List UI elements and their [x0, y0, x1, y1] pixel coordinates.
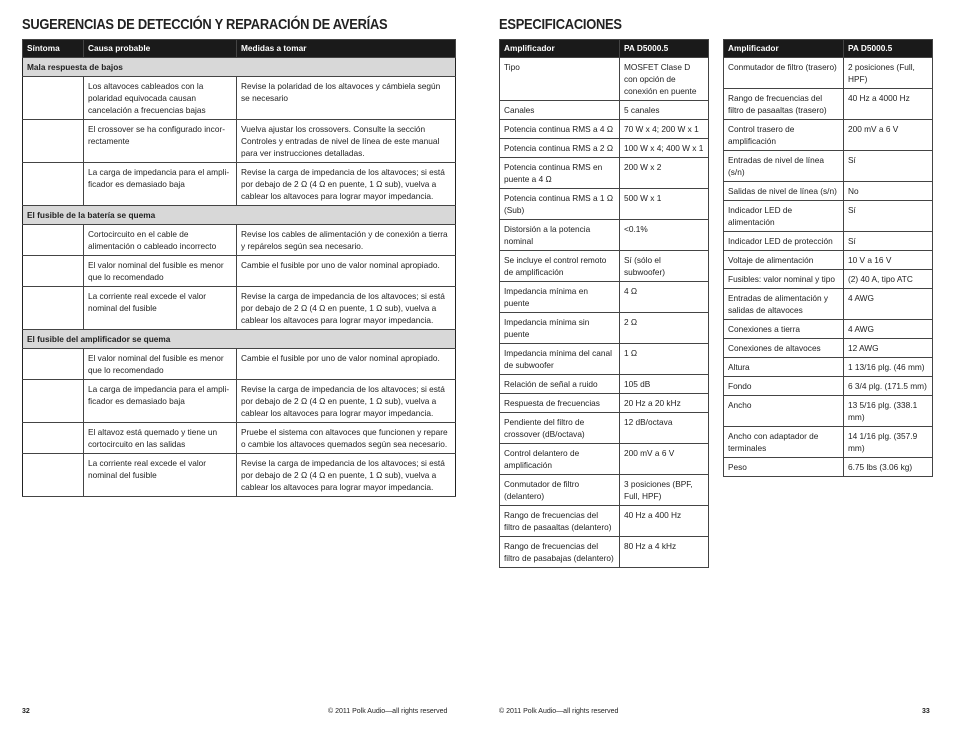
table-row	[500, 282, 709, 313]
section-row	[23, 330, 456, 349]
table-row	[23, 120, 456, 163]
table-row	[724, 427, 933, 458]
table-row	[724, 289, 933, 320]
spec-label: Conmutador de filtro (delantero)	[500, 475, 620, 506]
troubleshooting-title: SUGERENCIAS DE DETECCIÓN Y REPARACIÓN DE AVERÍAS	[22, 16, 388, 33]
cause-cell: La corriente real excede el valor nominal del fusible	[84, 287, 237, 330]
action-cell: Cambie el fusible por uno de valor nominal apropiado.	[237, 256, 456, 287]
table-row	[724, 151, 933, 182]
table-row	[724, 396, 933, 427]
action-cell: Vuelva ajustar los crossovers. Consulte la sección Controles y entradas de nivel de línea de este manual para ver instrucciones detalladas.	[237, 120, 456, 163]
spec-label: Rango de frecuencias del filtro de pasabajas (delantero)	[500, 537, 620, 568]
action-cell: Revise la carga de impedancia de los altavoces; si está por debajo de 2 Ω (4 Ω en puente, 1 Ω sub), vuelva a cablear los altavoces para lograr mayor impedancia.	[237, 287, 456, 330]
spec-label: Peso	[724, 458, 844, 477]
action-cell: Revise la carga de impedancia de los altavoces; si está por debajo de 2 Ω (4 Ω en puente, 1 Ω sub), vuelva a cablear los altavoces para lograr mayor impedancia.	[237, 454, 456, 497]
header-symptom: Síntoma	[23, 40, 84, 58]
spec-label: Relación de señal a ruido	[500, 375, 620, 394]
symptom-cell	[23, 287, 84, 330]
action-cell: Revise la carga de impedancia de los altavoces; si está por debajo de 2 Ω (4 Ω en puente, 1 Ω sub), vuelva a cablear los altavoces para lograr mayor impedancia.	[237, 163, 456, 206]
spec-label: Impedancia mínima en puente	[500, 282, 620, 313]
spec-label: Conmutador de filtro (trasero)	[724, 58, 844, 89]
table-row	[23, 287, 456, 330]
spec-value: 5 canales	[620, 101, 709, 120]
spec-value: 2 posiciones (Full, HPF)	[844, 58, 933, 89]
spec-value: 80 Hz a 4 kHz	[620, 537, 709, 568]
section-title: El fusible del amplificador se quema	[23, 330, 456, 349]
cause-cell: La carga de impedancia para el ampli-ficador es demasiado baja	[84, 380, 237, 423]
spec-value: (2) 40 A, tipo ATC	[844, 270, 933, 289]
table-row	[724, 458, 933, 477]
table-row	[500, 189, 709, 220]
section-title: Mala respuesta de bajos	[23, 58, 456, 77]
spec-label: Indicador LED de protección	[724, 232, 844, 251]
spec-label: Impedancia mínima sin puente	[500, 313, 620, 344]
spec-value: Sí	[844, 151, 933, 182]
table-row	[23, 77, 456, 120]
spec-label: Rango de frecuencias del filtro de pasaaltas (delantero)	[500, 506, 620, 537]
table-row	[23, 349, 456, 380]
cause-cell: Cortocircuito en el cable de alimentación o cableado incorrecto	[84, 225, 237, 256]
symptom-cell	[23, 349, 84, 380]
spec-label: Potencia continua RMS a 4 Ω	[500, 120, 620, 139]
table-row	[724, 251, 933, 270]
spec-label: Fondo	[724, 377, 844, 396]
spec-label: Pendiente del filtro de crossover (dB/octava)	[500, 413, 620, 444]
spec-value: 4 Ω	[620, 282, 709, 313]
spec-value: Sí (sólo el subwoofer)	[620, 251, 709, 282]
spec-value: Sí	[844, 201, 933, 232]
action-cell: Revise los cables de alimentación y de conexión a tierra y repárelos según sea necesario.	[237, 225, 456, 256]
spec-label: Respuesta de frecuencias	[500, 394, 620, 413]
table-row	[500, 413, 709, 444]
footer-right: © 2011 Polk Audio—all rights reserved	[499, 708, 619, 715]
spec-label: Control delantero de amplificación	[500, 444, 620, 475]
table-header-row	[23, 40, 456, 58]
spec-value: 1 13/16 plg. (46 mm)	[844, 358, 933, 377]
action-cell: Cambie el fusible por uno de valor nominal apropiado.	[237, 349, 456, 380]
spec-value: 14 1/16 plg. (357.9 mm)	[844, 427, 933, 458]
spec-label: Ancho	[724, 396, 844, 427]
spec-value: 500 W x 1	[620, 189, 709, 220]
symptom-cell	[23, 77, 84, 120]
table-row	[500, 139, 709, 158]
spec-label: Potencia continua RMS a 2 Ω	[500, 139, 620, 158]
header-action: Medidas a tomar	[237, 40, 456, 58]
table-row	[724, 232, 933, 251]
symptom-cell	[23, 454, 84, 497]
table-row	[724, 377, 933, 396]
action-cell: Pruebe el sistema con altavoces que funcionen y repare o cambie los altavoces quemados según sea necesario.	[237, 423, 456, 454]
symptom-cell	[23, 120, 84, 163]
spec-value: MOSFET Clase D con opción de conexión en puente	[620, 58, 709, 101]
specifications-title: ESPECIFICACIONES	[499, 16, 622, 33]
header-model: PA D5000.5	[620, 40, 709, 58]
spec-value: 40 Hz a 400 Hz	[620, 506, 709, 537]
spec-value: 2 Ω	[620, 313, 709, 344]
troubleshooting-table	[22, 39, 456, 497]
spec-value: 6 3/4 plg. (171.5 mm)	[844, 377, 933, 396]
spec-value: 13 5/16 plg. (338.1 mm)	[844, 396, 933, 427]
symptom-cell	[23, 256, 84, 287]
header-amplifier: Amplificador	[724, 40, 844, 58]
spec-value: No	[844, 182, 933, 201]
table-row	[23, 225, 456, 256]
cause-cell: El valor nominal del fusible es menor que lo recomendado	[84, 256, 237, 287]
table-row	[500, 58, 709, 101]
spec-value: 200 W x 2	[620, 158, 709, 189]
table-row	[724, 320, 933, 339]
table-row	[23, 163, 456, 206]
spec-label: Se incluye el control remoto de amplificación	[500, 251, 620, 282]
symptom-cell	[23, 225, 84, 256]
table-row	[500, 120, 709, 139]
page-number-left: 32	[22, 708, 30, 715]
spec-value: 1 Ω	[620, 344, 709, 375]
action-cell: Revise la polaridad de los altavoces y cámbiela según se necesario	[237, 77, 456, 120]
spec-label: Altura	[724, 358, 844, 377]
spec-value: 12 dB/octava	[620, 413, 709, 444]
table-header-row	[724, 40, 933, 58]
table-row	[500, 158, 709, 189]
spec-label: Entradas de alimentación y salidas de altavoces	[724, 289, 844, 320]
spec-label: Ancho con adaptador de terminales	[724, 427, 844, 458]
table-row	[500, 101, 709, 120]
cause-cell: La carga de impedancia para el ampli-ficador es demasiado baja	[84, 163, 237, 206]
table-row	[724, 201, 933, 232]
spec-label: Rango de frecuencias del filtro de pasaaltas (trasero)	[724, 89, 844, 120]
table-row	[500, 394, 709, 413]
table-row	[500, 444, 709, 475]
page-number-right: 33	[922, 708, 930, 715]
spec-value: 100 W x 4; 400 W x 1	[620, 139, 709, 158]
spec-value: 12 AWG	[844, 339, 933, 358]
spec-value: 70 W x 4; 200 W x 1	[620, 120, 709, 139]
spec-label: Tipo	[500, 58, 620, 101]
section-row	[23, 206, 456, 225]
table-row	[724, 120, 933, 151]
spec-label: Voltaje de alimentación	[724, 251, 844, 270]
spec-value: 20 Hz a 20 kHz	[620, 394, 709, 413]
spec-label: Impedancia mínima del canal de subwoofer	[500, 344, 620, 375]
table-row	[500, 375, 709, 394]
table-row	[500, 475, 709, 506]
table-row	[500, 313, 709, 344]
cause-cell: El crossover se ha configurado incor-rectamente	[84, 120, 237, 163]
spec-label: Control trasero de amplificación	[724, 120, 844, 151]
spec-label: Fusibles: valor nominal y tipo	[724, 270, 844, 289]
action-cell: Revise la carga de impedancia de los altavoces; si está por debajo de 2 Ω (4 Ω en puente, 1 Ω sub), vuelva a cablear los altavoces para lograr mayor impedancia.	[237, 380, 456, 423]
header-cause: Causa probable	[84, 40, 237, 58]
footer-left: © 2011 Polk Audio—all rights reserved	[328, 708, 448, 715]
table-row	[724, 182, 933, 201]
section-title: El fusible de la batería se quema	[23, 206, 456, 225]
spec-value: 200 mV a 6 V	[844, 120, 933, 151]
table-row	[23, 380, 456, 423]
spec-value: 40 Hz a 4000 Hz	[844, 89, 933, 120]
spec-label: Conexiones a tierra	[724, 320, 844, 339]
cause-cell: La corriente real excede el valor nominal del fusible	[84, 454, 237, 497]
table-row	[724, 358, 933, 377]
table-row	[724, 58, 933, 89]
spec-value: 4 AWG	[844, 320, 933, 339]
spec-value: Sí	[844, 232, 933, 251]
spec-label: Salidas de nivel de línea (s/n)	[724, 182, 844, 201]
header-amplifier: Amplificador	[500, 40, 620, 58]
table-row	[23, 256, 456, 287]
table-row	[500, 506, 709, 537]
spec-value: 10 V a 16 V	[844, 251, 933, 270]
specifications-table-1	[499, 39, 709, 568]
table-header-row	[500, 40, 709, 58]
cause-cell: Los altavoces cableados con la polaridad equivocada causan cancelación a frecuencias bajas	[84, 77, 237, 120]
symptom-cell	[23, 423, 84, 454]
spec-label: Potencia continua RMS en puente a 4 Ω	[500, 158, 620, 189]
spec-label: Entradas de nivel de línea (s/n)	[724, 151, 844, 182]
spec-label: Conexiones de altavoces	[724, 339, 844, 358]
table-row	[724, 270, 933, 289]
spec-label: Distorsión a la potencia nominal	[500, 220, 620, 251]
table-row	[500, 537, 709, 568]
symptom-cell	[23, 380, 84, 423]
table-row	[23, 454, 456, 497]
spec-value: 200 mV a 6 V	[620, 444, 709, 475]
cause-cell: El valor nominal del fusible es menor que lo recomendado	[84, 349, 237, 380]
spec-value: 3 posiciones (BPF, Full, HPF)	[620, 475, 709, 506]
spec-value: 105 dB	[620, 375, 709, 394]
table-row	[500, 220, 709, 251]
table-row	[23, 423, 456, 454]
header-model: PA D5000.5	[844, 40, 933, 58]
cause-cell: El altavoz está quemado y tiene un cortocircuito en las salidas	[84, 423, 237, 454]
table-row	[724, 339, 933, 358]
section-row	[23, 58, 456, 77]
symptom-cell	[23, 163, 84, 206]
spec-value: 4 AWG	[844, 289, 933, 320]
table-row	[500, 344, 709, 375]
spec-label: Canales	[500, 101, 620, 120]
specifications-table-2	[723, 39, 933, 477]
spec-label: Indicador LED de alimentación	[724, 201, 844, 232]
spec-value: 6.75 lbs (3.06 kg)	[844, 458, 933, 477]
table-row	[724, 89, 933, 120]
spec-label: Potencia continua RMS a 1 Ω (Sub)	[500, 189, 620, 220]
spec-value: <0.1%	[620, 220, 709, 251]
table-row	[500, 251, 709, 282]
